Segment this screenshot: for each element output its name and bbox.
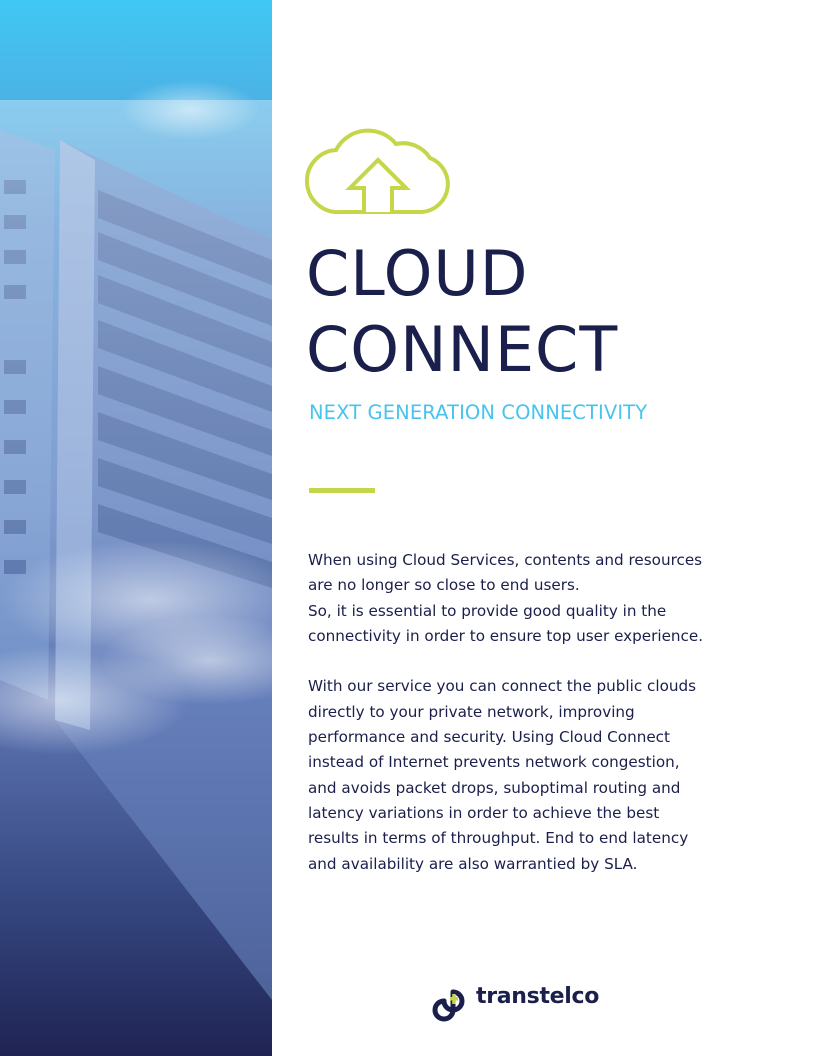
body-line: With our service you can connect the public clouds bbox=[308, 677, 697, 696]
body-line: When using Cloud Services, contents and resources bbox=[308, 551, 703, 569]
logo-wordmark: transtelco bbox=[476, 984, 600, 1009]
body-line: and avoids packet drops, suboptimal routing and bbox=[308, 778, 681, 797]
body-copy bbox=[308, 548, 728, 877]
body-line: are no longer so close to end users. bbox=[308, 576, 580, 595]
body-line: results in terms of throughput. End to end latency bbox=[308, 829, 689, 848]
body-line: instead of Internet prevents network congestion, bbox=[308, 753, 680, 772]
page-title bbox=[306, 236, 618, 388]
title-line-2: CONNECT bbox=[306, 313, 619, 386]
accent-divider bbox=[309, 488, 375, 493]
page-subtitle: NEXT GENERATION CONNECTIVITY bbox=[309, 401, 648, 424]
title-line-1: CLOUD bbox=[306, 237, 529, 310]
body-line: and availability are also warrantied by SLA. bbox=[308, 854, 638, 873]
body-line: connectivity in order to ensure top user experience. bbox=[308, 626, 704, 645]
body-line: latency variations in order to achieve the best bbox=[308, 803, 660, 822]
cloud-upload-icon bbox=[300, 122, 456, 218]
server-rack-cloud-photo bbox=[0, 0, 272, 1056]
body-line: performance and security. Using Cloud Connect bbox=[308, 728, 670, 747]
transtelco-logo-icon bbox=[432, 980, 474, 1022]
transtelco-logo bbox=[432, 980, 612, 1022]
body-line: So, it is essential to provide good quality in the bbox=[308, 601, 667, 620]
body-line: directly to your private network, improving bbox=[308, 702, 635, 721]
server-rack-illustration bbox=[0, 0, 272, 1056]
